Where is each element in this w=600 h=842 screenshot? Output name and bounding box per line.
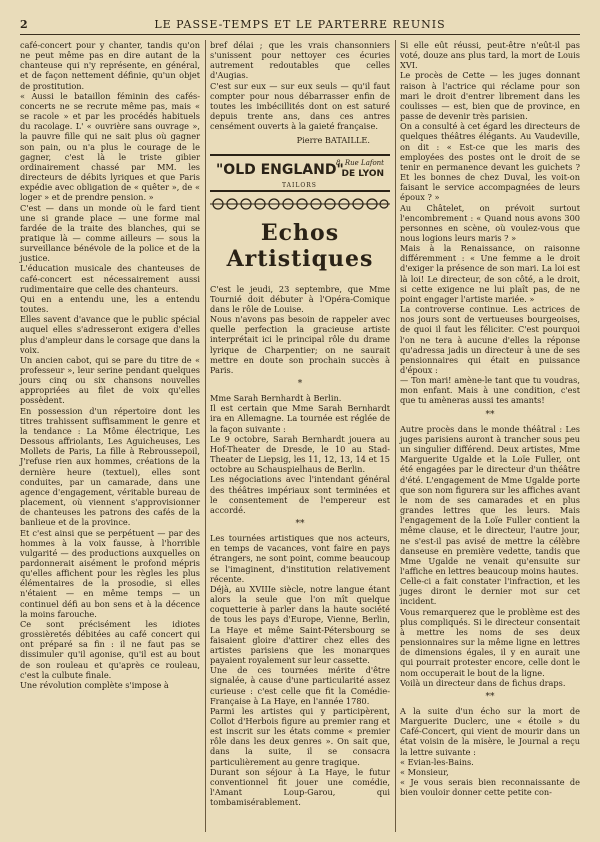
ad-subtitle: TAILORS	[282, 181, 317, 189]
section-separator: **	[295, 519, 305, 529]
page-number: 2	[20, 18, 29, 31]
section-separator: **	[485, 691, 495, 702]
paragraph: « Evian-les-Bains.	[400, 756, 474, 767]
column-3	[400, 40, 580, 797]
paragraph: Au Châtelet, on prévoit surtout l'encombrement : « Quand nous avons 300 personnes en scène, où voulez-vous que nous logions leurs maris ? »	[400, 202, 580, 243]
paragraph: Mme Sarah Bernhardt à Berlin.	[210, 393, 342, 404]
paragraph: On a consulté à cet égard les directeurs de quelques théâtres élégants. Au Vaudeville, on dit : « Est-ce que les maris des employées des postes ont le droit de se tenir en permanence devant les guichets ? Et les bonnes de chez Duval, les voit-on faisant le service accompagnées de leurs époux ? »	[400, 121, 580, 203]
column-1	[20, 40, 200, 690]
ad-city: DE LYON	[341, 168, 384, 179]
paragraph: Si elle eût réussi, peut-être n'eût-il pas voté, douze ans plus tard, la mort de Louis XVI.	[400, 40, 580, 71]
ad-brand-name: "OLD ENGLAND"	[216, 161, 344, 178]
paragraph: Vous remarquerez que le problème est des plus compliqués. Si le directeur consentait à mettre les noms de ses deux pensionnaires sur la même ligne en lettres de dimensions égales, il y en aurait une qui pourrait protester encore, celle dont le nom occuperait le bout de la ligne.	[400, 606, 580, 678]
paragraph: Nous n'avons pas besoin de rappeler avec quelle perfection la gracieuse artiste interprétait ici le principal rôle du drame lyrique de Charpentier; on ne saurait mettre en doute son prochain succès à Paris.	[210, 314, 390, 375]
paragraph: C'est sur eux — sur eux seuls — qu'il faut compter pour nous débarrasser enfin de toutes les imbécillités dont on est saturé depuis trente ans, dans ces antres censément ouverts à la gaieté française.	[210, 80, 390, 132]
section-separator: *	[297, 378, 303, 389]
running-header	[20, 18, 580, 35]
paragraph: Ce sont précisément les idiotes grossièretés débitées au café concert qui ont préparé sa fin : il ne faut pas se dissimuler qu'il agonise, qu'il est au bout de son rouleau et qu'après ce rouleau, c'est la culbute finale.	[20, 618, 200, 680]
section-separator: **	[485, 409, 495, 420]
paragraph: Qui en a entendu une, les a entendu toutes.	[20, 293, 200, 315]
paragraph: Le 9 octobre, Sarah Bernhardt jouera au Hof-Theater de Dresde, le 10 au Stad-Theater de Liepsig, les 11, 12, 13, 14 et 15 octobre au Schauspielhaus de Berlin.	[210, 433, 390, 475]
paragraph: Et c'est ainsi que se perpétuent — par des hommes à la voix fausse, à l'horrible vulgarité — des productions auxquelles on pardonnerait aisément le profond mépris qu'elles affichent pour les règles les plus élémentaires de la prosodie, si elles n'étaient — en même temps — un continuel défi au bon sens et à la décence la moins farouche.	[20, 527, 200, 619]
paragraph: Le procès de Cette — les juges donnant raison à l'actrice qui réclame pour son mari le droit d'entrer librement dans les coulisses — est, bien que de province, en passe de devenir très parisien.	[400, 70, 580, 122]
paragraph: Il est certain que Mme Sarah Bernhardt ira en Allemagne. La tournée est réglée de la façon suivante :	[210, 403, 390, 434]
paragraph: C'est le jeudi, 23 septembre, que Mme Tournié doit débuter à l'Opéra-Comique dans le rôle de Louise.	[210, 283, 390, 314]
paragraph: C'est — dans un monde où le fard tient une si grande place — une forme mal fardée de la traite des blanches, qui se pratique là — comme ailleurs — sous la surveillance bénévole de la police et de la justice.	[20, 202, 200, 264]
paragraph: Déjà, au XVIIIe siècle, notre langue étant alors la seule que l'on mît quelque coquetterie à parler dans la haute société de tous les pays d'Europe, Vienne, Berlin, La Haye et même Saint-Pétersbourg se faisaient gloire d'attirer chez elles des artistes parisiens que les monarques payaient royalement sur leur cassette.	[210, 583, 390, 666]
paragraph: « Je vous serais bien reconnaissante de bien vouloir donner cette petite con-	[400, 777, 580, 798]
decorative-border-ornament	[210, 196, 390, 212]
paragraph: « Monsieur,	[400, 766, 449, 777]
paragraph: Autre procès dans le monde théâtral : Les juges parisiens auront à trancher sous peu un singulier différend. Deux artistes, Mme Marguerite Ugalde et la Loïe Fuller, ont été engagées par le directeur d'un théâtre d'été. L'engagement de Mme Ugalde porte que son nom figurera sur les affiches avant le nom de ses camarades et en plus grandes lettres que les leurs. Mais l'engagement de la Loïe Fuller contient la même clause, et le directeur, l'autre jour, ne s'est-il pas avisé de mettre la célèbre danseuse en première vedette, tandis que Mme Ugalde ne venait qu'ensuite sur l'affiche en lettres beaucoup moins hautes.	[400, 423, 580, 576]
paragraph: Les négociations avec l'intendant général des théâtres impériaux sont terminées et le consentement de l'empereur est accordé.	[210, 474, 390, 515]
advertisement-banner	[210, 154, 390, 192]
paragraph: café-concert pour y chanter, tandis qu'on ne peut même pas en dire autant de la chanteuse qui n'y représente, en général, et de façon nettement définie, qu'un objet de prostitution.	[20, 40, 200, 91]
paragraph: Mais à la Renaissance, on raisonne différemment : « Une femme a le droit d'exiger la présence de son mari. La loi est là loi! Le directeur, de son côté, a le droit, si cette exigence ne lui plaît pas, de ne point engager l'artiste mariée. »	[400, 243, 580, 304]
paragraph: Celle-ci a fait constater l'infraction, et les juges diront le dernier mot sur cet incident.	[400, 576, 580, 607]
paragraph: Une révolution complète s'impose à	[20, 679, 169, 690]
paragraph: La controverse continue. Les actrices de nos jours sont de vertueuses bourgeoises, de quoi il faut les féliciter. C'est pourquoi l'on ne tera à aucune d'elles la réponse qu'adressa jadis un directeur à une de ses pensionnaires qui était en puissance d'époux :	[400, 304, 580, 375]
paragraph: A la suite d'un écho sur la mort de Marguerite Duclerc, une « étoile » du Café-Concert, qui vient de mourir dans un état voisin de la misère, le Journal a reçu la lettre suivante :	[400, 706, 580, 757]
paragraph: L'éducation musicale des chanteuses de café-concert est nécessairement aussi rudimentaire que celle des chanteurs.	[20, 263, 200, 294]
paragraph: Parmi les artistes qui y participèrent, Collot d'Herbois figure au premier rang et est inscrit sur les états comme « premier rôle dans les deux genres ». On sait que, dans la suite, il se consacra particulièrement au genre tragique.	[210, 705, 390, 767]
paragraph: En possession d'un répertoire dont les titres trahissent suffisamment le genre et la tendance : La Môme électrique, Les Dessous affriolants, Les Aguicheuses, Les Mollets de Paris, La fille à Rebroussepoil, J'refuse rien aux hommes, créations de la dernière heure (textuel), elles sont conduites, par un camarade, dans une agence d'engagement, véritable bureau de placement, où viennent s'approvisionner de chanteuses les patrons des cafés de la banlieue et de la province.	[20, 405, 200, 528]
column-divider	[395, 40, 396, 832]
paragraph: — Ton mari! amène-le tant que tu voudras, mon enfant. Mais à une condition, c'est que tu amèneras aussi tes amants!	[400, 375, 580, 406]
column-2	[210, 40, 390, 807]
paragraph: Elles savent d'avance que le public spécial auquel elles s'adresseront exigera d'elles plus d'ampleur dans le corsage que dans la voix.	[20, 314, 200, 355]
paragraph: Une de ces tournées mérite d'être signalée, à cause d'une particularité assez curieuse : c'est celle que fit la Comédie-Française à La Haye, en l'année 1780.	[210, 665, 390, 706]
paragraph: « Aussi le bataillon féminin des cafés-concerts ne se recrute même pas, mais « se racole » et par les procédés habituels du racolage. L' « ouvrière sans ouvrage », la pauvre fille qui ne sait plus où gagner son pain, ou n'a plus le courage de le gagner, c'est là le triste gibier ordinairement chassé par MM. les directeurs de débits lyriques et que Paris expédie avec obligation de « quêter », de « loger » et de prendre pension. »	[20, 90, 200, 203]
column-divider	[205, 40, 206, 832]
paragraph: Un ancien cabot, qui se pare du titre de « professeur », leur serine pendant quelques jours cinq ou six chansons nouvelles appropriées au filet de voix qu'elles possèdent.	[20, 354, 200, 406]
section-heading: Echos Artistiques	[226, 219, 374, 272]
paragraph: Les tournées artistiques que nos acteurs, en temps de vacances, vont faire en pays étrangers, ne sont point, comme beaucoup se l'imaginent, d'institution relativement récente.	[210, 533, 390, 584]
paragraph: bref délai ; que les vrais chansonniers s'unissent pour nettoyer ces écuries autrement redoutables que celles d'Augias.	[210, 40, 390, 81]
journal-title: LE PASSE-TEMPS ET LE PARTERRE REUNIS	[154, 18, 446, 31]
paragraph: Voilà un directeur dans de fichus draps.	[400, 677, 566, 688]
paragraph: Durant son séjour à La Haye, le futur conventionnel fit jouer une comédie, l'Amant Loup-Garou, qui tombamisérablement.	[210, 766, 390, 808]
author-signature: Pierre BATAILLE.	[296, 135, 370, 146]
ad-address: 8, Rue Lafont	[336, 158, 384, 167]
